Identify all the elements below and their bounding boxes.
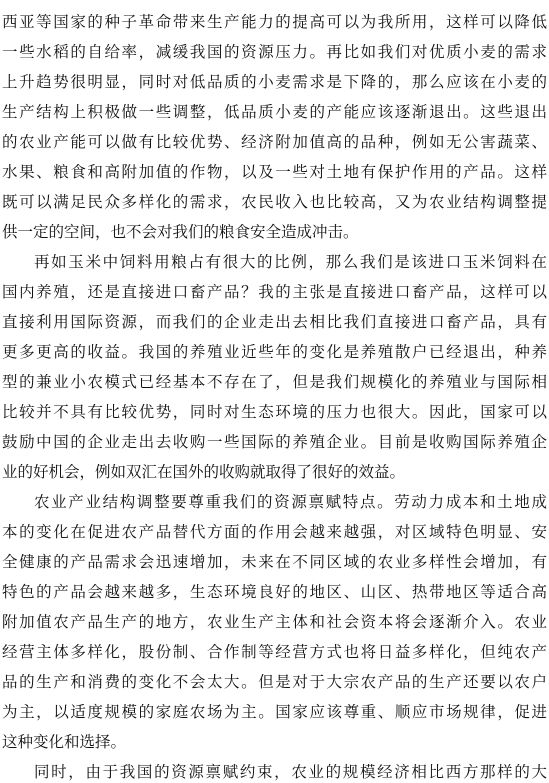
text-line: 农业产业结构调整要尊重我们的资源禀赋特点。劳动力成本和土地成: [34, 493, 547, 511]
text-line: 国内养殖，还是直接进口畜产品？我的主张是直接进口畜产品，这样可以: [2, 283, 547, 301]
text-line: 全健康的产品需求会迅速增加，未来在不同区域的农业多样性会增加，有: [2, 553, 547, 571]
text-line: 型的兼业小农模式已经基本不存在了，但是我们规模化的养殖业与国际相: [2, 373, 547, 391]
text-line: 直接利用国际资源，而我们的企业走出去相比我们直接进口畜产品，具有: [2, 313, 547, 331]
text-line: 同时，由于我国的资源禀赋约束，农业的规模经济相比西方那样的大: [34, 763, 547, 781]
text-line: 为主，以适度规模的家庭农场为主。国家应该尊重、顺应市场规律，促进: [2, 703, 547, 721]
text-line: 水果、粮食和高附加值的作物，以及一些对土地有保护作用的产品。这样: [2, 163, 547, 181]
text-line: 附加值农产品生产的地方，农业生产主体和社会资本将会逐渐介入。农业: [2, 613, 547, 631]
text-line: 更多更高的收益。我国的养殖业近些年的变化是养殖散户已经退出，种养: [2, 343, 547, 361]
text-line: 品的生产和消费的变化不会太大。但是对于大宗农产品的生产还要以农户: [2, 673, 547, 691]
text-line: 鼓励中国的企业走出去收购一些国际的养殖企业。目前是收购国际养殖企: [2, 433, 547, 451]
text-line: 一些水稻的自给率，减缓我国的资源压力。再比如我们对优质小麦的需求: [2, 43, 547, 61]
text-line: 既可以满足民众多样化的需求，农民收入也比较高，又为农业结构调整提: [2, 193, 547, 211]
text-line: 生产结构上积极做一些调整，低品质小麦的产能应该逐渐退出。这些退出: [2, 103, 547, 121]
text-line: 上升趋势很明显，同时对低品质的小麦需求是下降的，那么应该在小麦的: [2, 73, 547, 91]
text-line: 再如玉米中饲料用粮占有很大的比例，那么我们是该进口玉米饲料在: [34, 253, 547, 271]
text-line: 业的好机会，例如双汇在国外的收购就取得了很好的效益。: [2, 463, 406, 481]
text-line: 这种变化和选择。: [2, 733, 127, 751]
text-line: 西亚等国家的种子革命带来生产能力的提高可以为我所用，这样可以降低: [2, 13, 547, 31]
text-line: 比较并不具有比较优势，同时对生态环境的压力也很大。因此，国家可以: [2, 403, 547, 421]
text-line: 本的变化在促进农产品替代方面的作用会越来越强，对区域特色明显、安: [2, 523, 547, 541]
text-line: 的农业产能可以做有比较优势、经济附加值高的品种，例如无公害蔬菜、: [2, 133, 547, 151]
text-line: 供一定的空间，也不会对我们的粮食安全造成冲击。: [2, 223, 359, 241]
text-line: 特色的产品会越来越多，生态环境良好的地区、山区、热带地区等适合高: [2, 583, 547, 601]
text-line: 经营主体多样化，股份制、合作制等经营方式也将日益多样化，但纯农产: [2, 643, 547, 661]
